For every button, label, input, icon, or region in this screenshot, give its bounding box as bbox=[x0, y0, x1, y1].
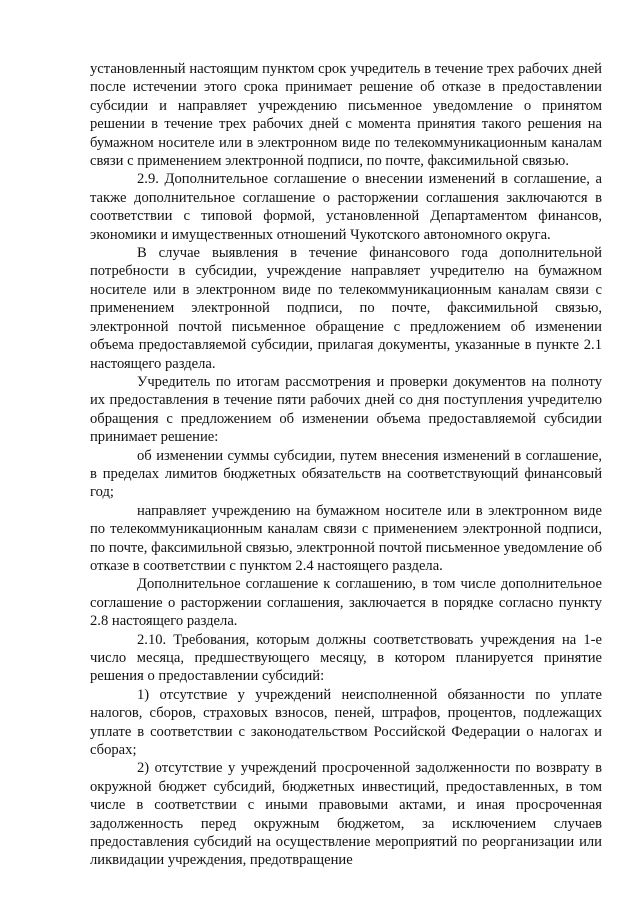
paragraph-additional-agreement: Дополнительное соглашение к соглашению, в том числе дополнительное соглашение о расторжении соглашения, заключается в порядке согласно пункту 2.8 настоящего раздела. bbox=[90, 576, 602, 630]
paragraph-2-10: 2.10. Требования, которым должны соответствовать учреждения на 1-е число месяца, предшествующего месяцу, в котором планируется принятие решения о предоставлении субсидий: bbox=[90, 631, 602, 685]
paragraph-continuation: установленный настоящим пунктом срок учредитель в течение трех рабочих дней после истечении этого срока принимает решение об отказе в предоставлении субсидии и направляет учреждению письменное уведомление о принятом решении в течение трех рабочих дней с момента принятия такого решения на бумажном носителе или в электронном виде по телекоммуникационным каналам связи с применением электронной подписи, по почте, факсимильной связью. bbox=[90, 61, 602, 170]
paragraph-requirement-1: 1) отсутствие у учреждений неисполненной обязанности по уплате налогов, сборов, страховых взносов, пеней, штрафов, процентов, подлежащих уплате в соответствии с законодательством Российской Федерации о налогах и сборах; bbox=[90, 686, 602, 759]
paragraph-2-9: 2.9. Дополнительное соглашение о внесении изменений в соглашение, а также дополнительное соглашение о расторжении соглашения заключаются в соответствии с типовой формой, установленной Департаментом финансов, экономики и имущественных отношений Чукотского автономного округа. bbox=[90, 171, 602, 243]
paragraph-refusal-notice: направляет учреждению на бумажном носителе или в электронном виде по телекоммуникационным каналам связи с применением электронной подписи, по почте, факсимильной связью, электронной почтой письменное уведомление об отказе в соответствии с пунктом 2.4 настоящего раздела. bbox=[90, 502, 602, 574]
paragraph-additional-need: В случае выявления в течение финансового года дополнительной потребности в субсидии, учреждение направляет учредителю на бумажном носителе или в электронном виде по телекоммуникационным каналам связи с применением электронной подписи, по почте, факсимильной связью, электронной почтой письменное обращение с предложением об изменении объема предоставляемой субсидии, прилагая документы, указанные в пункте 2.1 настоящего раздела. bbox=[90, 245, 602, 372]
paragraph-requirement-2: 2) отсутствие у учреждений просроченной задолженности по возврату в окружной бюджет субсидий, бюджетных инвестиций, предоставленных, в том числе в соответствии с иными правовыми актами, и иная просроченная задолженность перед окружным бюджетом, за исключением случаев предоставления субсидий на осуществление мероприятий по реорганизации или ликвидации учреждения, предотвращение bbox=[90, 760, 602, 869]
paragraph-founder-review: Учредитель по итогам рассмотрения и проверки документов на полноту их предоставления в течение пяти рабочих дней со дня поступления учредителю обращения с предложением об изменении объема предоставляемой субсидии принимает решение: bbox=[90, 373, 602, 446]
document-page bbox=[90, 60, 602, 870]
paragraph-change-amount: об изменении суммы субсидии, путем внесения изменений в соглашение, в пределах лимитов бюджетных обязательств на соответствующий финансовый год; bbox=[90, 447, 602, 501]
